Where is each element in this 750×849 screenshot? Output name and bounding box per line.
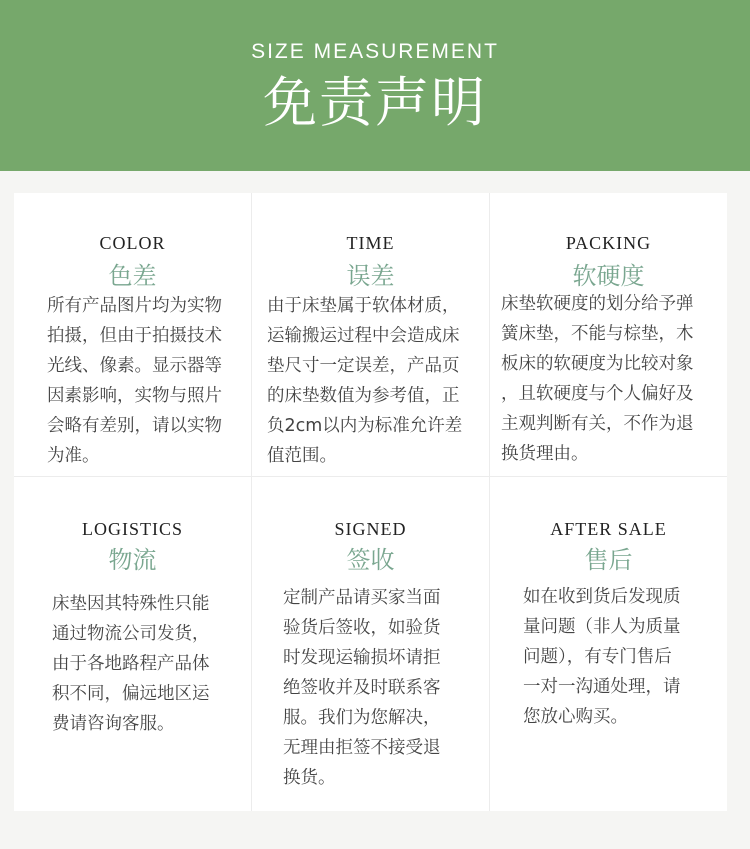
cell-en-title: SIGNED: [334, 519, 407, 539]
cell-cn-title: 售后: [584, 546, 633, 574]
cell-cn-title: 色差: [108, 262, 157, 290]
header-subtitle: SIZE MEASUREMENT: [251, 40, 499, 63]
disclaimer-cell-color: [14, 193, 251, 502]
cell-en-title: PACKING: [565, 233, 652, 253]
header-title: 免责声明: [263, 71, 487, 134]
cell-body-text: 所有产品图片均为实物 拍摄，但由于拍摄技术 光线、像素。显示器等 因素影响，实物与照片 会略有差别，请以实物 为准。: [47, 296, 222, 466]
disclaimer-cell-time: [252, 193, 489, 502]
cell-cn-title: 物流: [108, 546, 157, 574]
disclaimer-cell-packing: [490, 193, 727, 502]
cell-en-title: TIME: [346, 233, 395, 253]
disclaimer-cell-signed: [252, 477, 489, 786]
cell-cn-title: 误差: [346, 262, 395, 290]
cell-body-text: 定制产品请买家当面 验货后签收，如验货 时发现运输损坏请拒 绝签收并及时联系客 服。我们为您解决， 无理由拒签不接受退 换货。: [283, 588, 441, 788]
disclaimer-grid: [14, 193, 727, 811]
disclaimer-cell-after-sale: [490, 477, 727, 786]
header-banner: [0, 0, 750, 171]
cell-body-text: 床垫软硬度的划分给予弹 簧床垫，不能与棕垫，木 板床的软硬度为比较对象 ，且软硬度与个人偏好及 主观判断有关，不作为退 换货理由。: [501, 294, 694, 464]
cell-body-text: 床垫因其特殊性只能 通过物流公司发货， 由于各地路程产品体 积不同，偏远地区运 费请咨询客服。: [52, 594, 210, 734]
cell-body-text: 由于床垫属于软体材质， 运输搬运过程中会造成床 垫尺寸一定误差，产品页 的床垫数值为参考值，正 负2cm以内为标准允许差 值范围。: [267, 296, 463, 466]
cell-en-title: AFTER SALE: [550, 519, 667, 539]
cell-body-text: 如在收到货后发现质 量问题（非人为质量 问题），有专门售后 一对一沟通处理，请 您放心购买。: [523, 587, 681, 727]
cell-cn-title: 签收: [346, 546, 395, 574]
cell-cn-title: 软硬度: [572, 262, 645, 290]
disclaimer-cell-logistics: [14, 477, 251, 786]
cell-en-title: LOGISTICS: [81, 519, 183, 539]
cell-en-title: COLOR: [99, 233, 166, 253]
